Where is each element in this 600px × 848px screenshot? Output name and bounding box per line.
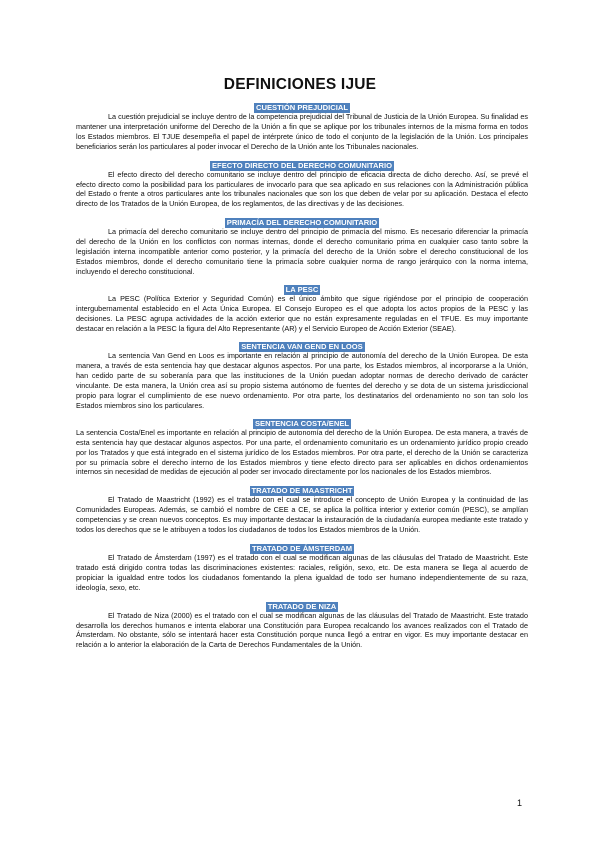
section-amsterdam [76, 542, 528, 593]
document-content [76, 101, 528, 650]
section-body: El Tratado de Ámsterdam (1997) es el tratado con el cual se modifican algunas de las cláusulas del Tratado de Maastricht. Este tratado está dirigido contra todas las discriminaciones existentes: raciales, religión, sexo, etc. De esta manera se llega al acuerdo de propiciar la igualdad entre todos los ciudadanos fomentando la plena igualdad de todo ser humano independientemente de su raza, ideología, sexo, etc. [76, 553, 528, 592]
section-heading: SENTENCIA COSTA/ENEL [254, 418, 350, 428]
section-van-gend-en-loos [76, 340, 528, 410]
section-body: La PESC (Política Exterior y Seguridad Común) es el único ámbito que sigue rigiéndose por el principio de cooperación intergubernamental establecido en el Acta Única Europea. El Consejo Europeo es el que adopta los actos propios de la PESC y las decisiones. La PESC agrupa actividades de la acción exterior que no están expresamente reguladas en el TFUE. Es muy importante destacar en relación a la PESC la figura del Alto Representante (AR) y el Servicio Europeo de Acción Exterior (SEAE). [76, 293, 528, 333]
section-heading: EFECTO DIRECTO DEL DERECHO COMUNITARIO [211, 160, 392, 170]
section-body: La cuestión prejudicial se incluye dentro de la competencia prejudicial del Tribunal de Justicia de la Unión Europea. Su finalidad es mantener una interpretación uniforme del Derecho de la Unión a fin que se aplique por los tribunales internos de la misma forma en todos los Estados miembros. El TJUE desempeña el papel de intérprete único de todo el conjunto de la legislación de la Unión. Los principales beneficiarios serán los particulares al poder invocar el Derecho de la Unión ante los Tribunales nacionales. [76, 112, 528, 151]
section-heading: TRATADO DE NIZA [267, 601, 337, 611]
section-costa-enel [76, 417, 528, 478]
section-heading: CUESTIÓN PREJUDICIAL [256, 103, 348, 112]
section-niza [76, 600, 528, 651]
section-body: La primacía del derecho comunitario se incluye dentro del principio de primacía del mismo. Es necesario diferenciar la primacía del derecho de la Unión en los conflictos con normas internas, donde el derecho comunitario prima en cualquier caso tanto sobre la legislación interna incompatible anterior como posterior, y la primacía del derecho de la Unión sobre el derecho constitucional de los Estados miembros, donde el derecho comunitario tiene la primacía sobre cualquier norma de rango jerárquico con la norma interna, incluyendo el derecho constitucional. [76, 227, 528, 276]
section-pesc [76, 283, 528, 334]
section-body: El Tratado de Maastricht (1992) es el tratado con el cual se introduce el concepto de Unión Europea y la continuidad de las Comunidades Europeas. Además, se cambió el nombre de CEE a CE, se aplica la política interior y exterior común (PESC), se amplían competencias y se crean nuevos conceptos. Es muy importante destacar la instauración de la ciudadanía europea mediante este tratado y todos los derechos que se le atribuyen a todos los ciudadanos de todos los Estados miembros de la Unión. [76, 495, 528, 535]
page-number: 1 [517, 798, 523, 808]
section-heading: PRIMACÍA DEL DERECHO COMUNITARIO [226, 218, 378, 228]
section-body: El efecto directo del derecho comunitario se incluye dentro del principio de eficacia directa de dicho derecho. Así, se prevé el efecto directo como la posibilidad para los particulares de invocarlo para que sea aplicado en sus relaciones con la Administración pública del Estado o frente a otros particulares ante los tribunales nacionales que son los que deben de velar por su aplicación. Destaca el efecto directo de los Tratados de la Unión Europea, de los reglamentos, de las directivas y de las decisiones. [76, 169, 528, 209]
section-heading: TRATADO DE ÁMSTERDAM [251, 544, 353, 553]
section-primacia [76, 216, 528, 277]
document-title: DEFINICIONES IJUE [223, 76, 377, 93]
section-body: La sentencia Costa/Enel es importante en relación al principio de autonomía del derecho de la Unión Europea. De esta manera, a través de esta sentencia hay que destacar algunos aspectos. Por una parte, el ordenamiento comunitario es un ordenamiento jurídico propio creado por los Tratados y que está integrado en el sistema jurídico de los Estados miembros. Por otra parte, el derecho de la Unión se caracteriza por su primacía sobre el derecho interno de los Estados miembros y tiene efecto directo para ser aplicables en dichos ordenamientos internos sin necesidad de medidas de ejecución al poder ser invocado directamente por los nacionales de los Estados miembros. [76, 427, 528, 477]
section-heading: SENTENCIA VAN GEND EN LOOS [241, 342, 363, 352]
section-body: El Tratado de Niza (2000) es el tratado con el cual se modifican algunas de las cláusulas del Tratado de Maastricht. Este tratado desarrolla los derechos humanos e intenta elaborar una Constitución para Europea recalcando los avances realizados con el Tratado de Ámsterdam. No obstante, sólo se intentará hacer esta Constitución porque nunca llegó a entrar en vigor. Es muy importante destacar en relación a lo anterior la elaboración de la Carta de Derechos Fundamentales de la Unión. [76, 610, 528, 650]
section-efecto-directo [76, 159, 528, 210]
section-body: La sentencia Van Gend en Loos es importante en relación al principio de autonomía del derecho de la Unión Europea. De esta manera, a través de esta sentencia hay que destacar algunos aspectos. Por una parte, los Estados miembros, al incorporarse a la Unión, han cedido parte de su soberanía para que las instituciones de la Unión puedan adoptar normas de derecho derivado de carácter vinculante. De esta manera, la Unión crea así su propio sistema autónomo de fuentes del derecho y se dota de un sistema jurisdiccional propio para lograr el cumplimiento de ese nuevo ordenamiento. Por otra parte, los destinatarios del ordenamiento no son tan solo los Estados miembros sino los particulares. [76, 351, 528, 410]
section-heading: TRATADO DE MAASTRICHT [251, 486, 353, 496]
section-cuestion-prejudicial [76, 101, 528, 152]
section-heading: LA PESC [285, 284, 319, 294]
section-maastricht [76, 484, 528, 535]
